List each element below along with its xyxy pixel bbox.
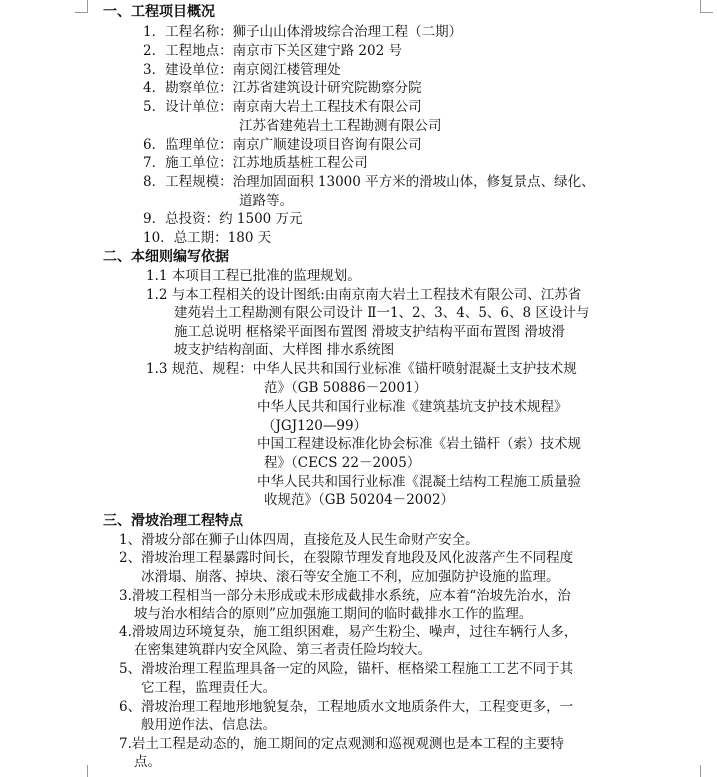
paragraph-line: 1.3 规范、规程：中华人民共和国行业标准《锚杆喷射混凝土支护技术规 xyxy=(146,361,577,377)
item-text: 工程地点：南京市下关区建宁路 202 号 xyxy=(165,43,402,59)
paragraph-line: 1.2 与本工程相关的设计图纸:由南京南大岩土工程技术有限公司、江苏省 xyxy=(146,287,582,303)
paragraph-line: 般用逆作法、信息法。 xyxy=(141,717,276,733)
item-text: 监理单位：南京广顺建设项目咨询有限公司 xyxy=(165,137,422,153)
item-number: 5． xyxy=(143,99,166,115)
item-text: 总工期：180 天 xyxy=(173,230,272,246)
list-item-continuation: 江苏省建苑岩土工程勘测有限公司 xyxy=(239,118,442,134)
item-text: 工程名称：狮子山山体滑坡综合治理工程（二期） xyxy=(165,24,463,40)
list-item xyxy=(143,80,422,97)
paragraph-line: 1、滑坡分部在狮子山体四周，直接危及人民生命财产安全。 xyxy=(119,532,479,548)
paragraph-line: 3.滑坡工程相当一部分未形成或未形成截排水系统，应本着“治坡先治水，治 xyxy=(119,588,571,604)
item-number: 4． xyxy=(143,80,166,96)
item-number: 9． xyxy=(143,211,166,227)
list-item xyxy=(143,99,422,116)
list-item xyxy=(143,211,303,228)
paragraph-line: 收规范》（GB 50204－2002） xyxy=(264,492,455,508)
paragraph-line: 坡与治水相结合的原则”应加强施工期间的临时截排水工作的监理。 xyxy=(134,606,533,622)
list-item xyxy=(143,174,595,191)
paragraph-line: 4.滑坡周边环境复杂，施工组织困难，易产生粉尘、噪声，过往车辆行人多， xyxy=(119,624,578,640)
page-corner-mark xyxy=(700,765,713,777)
paragraph-line: 范》（GB 50886－2001） xyxy=(264,380,428,396)
list-item-continuation: 道路等。 xyxy=(239,193,293,209)
paragraph-line: （JGJ120—99） xyxy=(262,418,368,434)
list-item xyxy=(143,230,271,247)
item-text: 工程规模：治理加固面积 13000 平方米的滑坡山体，修复景点、绿化、 xyxy=(165,174,595,190)
list-item xyxy=(143,155,368,172)
paragraph-line: 中华人民共和国行业标准《混凝土结构工程施工质量验 xyxy=(257,474,581,490)
paragraph-line: 程》（CECS 22－2005） xyxy=(264,455,421,471)
paragraph-line: 坡支护结构剖面、大样图 排水系统图 xyxy=(174,342,395,358)
item-text: 设计单位：南京南大岩土工程技术有限公司 xyxy=(165,99,422,115)
paragraph-line: 1.1 本项目工程已批准的监理规划。 xyxy=(146,268,361,284)
item-number: 2． xyxy=(143,43,166,59)
section-heading: 三、滑坡治理工程特点 xyxy=(103,513,243,529)
list-item xyxy=(143,62,341,79)
paragraph-line: 点。 xyxy=(134,754,161,770)
page-corner-mark xyxy=(75,0,88,13)
paragraph-line: 中国工程建设标准化协会标准《岩土锚杆（索）技术规 xyxy=(257,436,581,452)
page-corner-mark xyxy=(700,0,713,13)
paragraph-line: 7.岩土工程是动态的，施工期间的定点观测和巡视观测也是本工程的主要特 xyxy=(119,736,564,752)
paragraph-line: 2、滑坡治理工程暴露时间长，在裂隙节理发育地段及风化波落产生不同程度 xyxy=(119,550,574,566)
paragraph-line: 建苑岩土工程勘测有限公司设计 Ⅱ一1、2、3、4、5、6、8 区设计与 xyxy=(174,305,590,321)
paragraph-line: 在密集建筑群内安全风险、第三者责任险均较大。 xyxy=(134,642,431,658)
page-corner-mark xyxy=(75,765,88,777)
section-heading: 二、本细则编写依据 xyxy=(103,249,229,265)
paragraph-line: 中华人民共和国行业标准《建筑基坑支护技术规程》 xyxy=(257,399,568,415)
list-item xyxy=(143,137,422,154)
item-text: 建设单位：南京阅江楼管理处 xyxy=(165,62,341,78)
paragraph-line: 施工总说明 框格梁平面图布置图 滑坡支护结构平面布置图 滑坡滑 xyxy=(174,324,565,340)
list-item xyxy=(143,24,462,41)
paragraph-line: 5、滑坡治理工程监理具备一定的风险，锚杆、框格梁工程施工工艺不同于其 xyxy=(119,661,574,677)
item-text: 施工单位：江苏地质基桩工程公司 xyxy=(165,155,368,171)
item-number: 7． xyxy=(143,155,166,171)
item-number: 8． xyxy=(143,174,166,190)
item-number: 3． xyxy=(143,62,166,78)
paragraph-line: 它工程，监理责任大。 xyxy=(141,680,276,696)
item-text: 勘察单位：江苏省建筑设计研究院勘察分院 xyxy=(165,80,422,96)
item-number: 10． xyxy=(143,230,174,246)
item-number: 1． xyxy=(143,24,166,40)
paragraph-line: 冰滑塌、崩落、掉块、滚石等安全施工不利，应加强防护设施的监理。 xyxy=(141,569,560,585)
item-number: 6． xyxy=(143,137,166,153)
list-item xyxy=(143,43,402,60)
item-text: 总投资：约 1500 万元 xyxy=(165,211,303,227)
section-heading: 一、工程项目概况 xyxy=(103,4,215,20)
paragraph-line: 6、滑坡治理工程地形地貌复杂，工程地质水文地质条件大，工程变更多，一 xyxy=(119,699,574,715)
